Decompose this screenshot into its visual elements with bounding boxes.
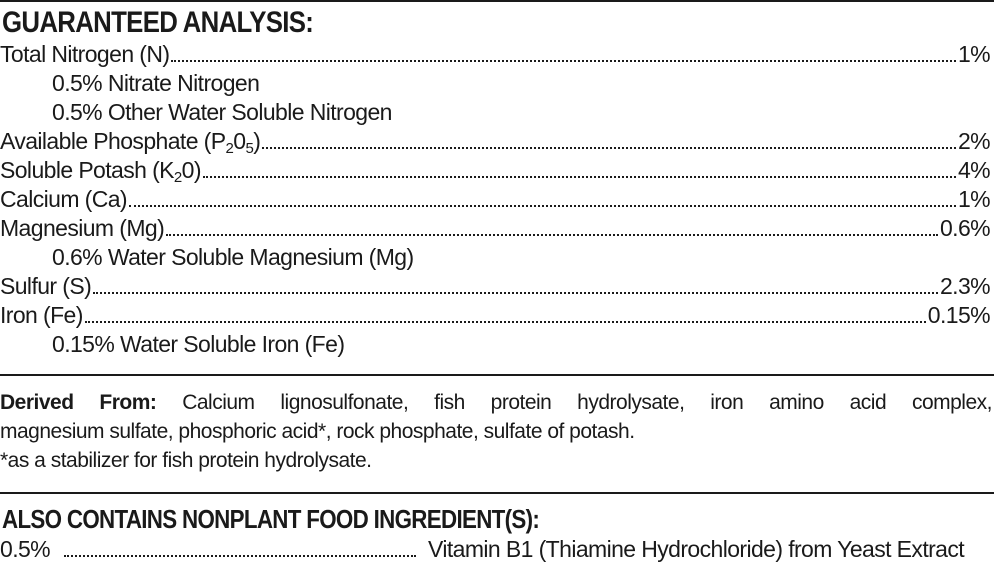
analysis-row-value: 2%: [957, 128, 990, 154]
top-rule: [0, 0, 994, 2]
derived-from-paragraph: [0, 388, 992, 475]
analysis-row-sulfur: [0, 272, 990, 301]
analysis-row-value: 1%: [957, 41, 990, 67]
analysis-row-available-phosphate: [0, 127, 990, 156]
nonplant-row-vitamin-b1: [0, 535, 990, 564]
nonplant-amount: 0.5%: [0, 536, 51, 562]
analysis-row-name: Sulfur (S): [0, 273, 92, 299]
section-rule-nonplant: [0, 492, 994, 494]
analysis-row-soluble-potash: [0, 156, 990, 185]
derived-from-label: Derived From:: [0, 391, 157, 414]
dot-leader: [129, 205, 956, 207]
analysis-row-magnesium: [0, 214, 990, 243]
analysis-subrow-water-soluble-iron: 0.15% Water Soluble Iron (Fe): [52, 331, 345, 357]
nonplant-heading: ALSO CONTAINS NONPLANT FOOD INGREDIENT(S):: [2, 504, 540, 534]
derived-from-line: magnesium sulfate, phosphoric acid*, rock phosphate, sulfate of potash.: [0, 420, 635, 443]
analysis-row-calcium: [0, 185, 990, 214]
guaranteed-analysis-heading: GUARANTEED ANALYSIS:: [2, 6, 314, 39]
analysis-subrow-nitrate-nitrogen: 0.5% Nitrate Nitrogen: [52, 70, 260, 96]
analysis-row-value: 0.15%: [927, 302, 990, 328]
analysis-row-value: 0.6%: [939, 215, 990, 241]
analysis-row-name: Total Nitrogen (N): [0, 41, 170, 67]
derived-from-line: Derived From: Calcium lignosulfonate, fish protein hydrolysate, iron amino acid complex,: [0, 391, 992, 414]
dot-leader: [93, 292, 938, 294]
dot-leader: [203, 176, 956, 178]
analysis-row-name: Iron (Fe): [0, 302, 83, 328]
analysis-row-value: 4%: [957, 157, 990, 183]
nonplant-ingredient: Vitamin B1 (Thiamine Hydrochloride) from Yeast Extract: [428, 536, 965, 562]
analysis-row-name: Available Phosphate $(P_20_5)$: [0, 128, 261, 157]
dot-leader: [171, 60, 956, 62]
analysis-row-total-nitrogen: [0, 40, 990, 69]
derived-from-footnote: *as a stabilizer for fish protein hydrolysate.: [0, 449, 372, 472]
analysis-row-name: Calcium (Ca): [0, 186, 127, 212]
analysis-row-value: 1%: [957, 186, 990, 212]
analysis-row-value: 2.3%: [939, 273, 990, 299]
dot-leader: [64, 555, 416, 557]
dot-leader: [166, 234, 938, 236]
dot-leader: [85, 321, 926, 323]
analysis-row-name: Magnesium (Mg): [0, 215, 165, 241]
dot-leader: [262, 147, 956, 149]
analysis-row-name: Soluble Potash $(K_20)$: [0, 157, 201, 186]
analysis-subrow-water-soluble-magnesium: 0.6% Water Soluble Magnesium (Mg): [52, 244, 414, 270]
analysis-row-iron: [0, 301, 990, 330]
analysis-subrow-other-water-soluble-nitrogen: 0.5% Other Water Soluble Nitrogen: [52, 99, 392, 125]
section-rule-derived: [0, 374, 994, 376]
